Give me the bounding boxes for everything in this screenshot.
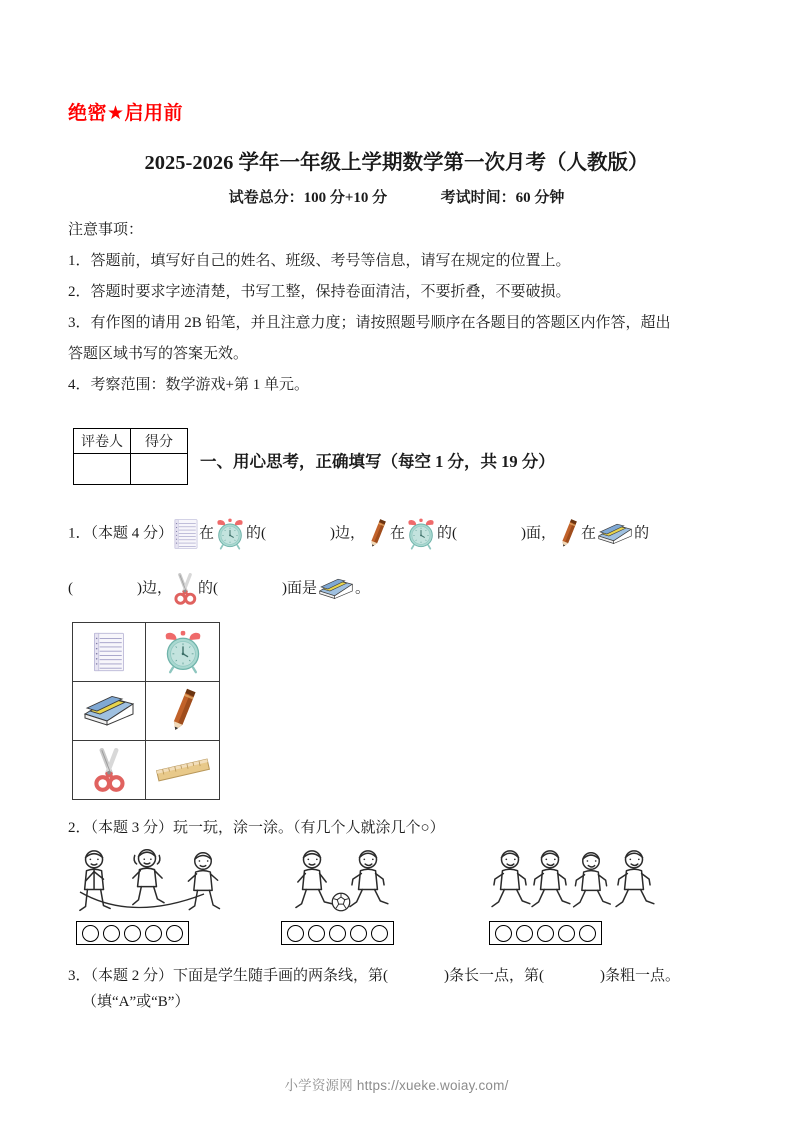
question-3-line-1 — [68, 963, 680, 989]
circle[interactable] — [495, 925, 512, 942]
grading-table — [73, 428, 188, 485]
circle[interactable] — [329, 925, 346, 942]
notice-item-2: 2．答题时要求字迹清楚，书写工整，保持卷面清洁，不要折叠，不要破损。 — [68, 284, 571, 300]
table-row — [73, 741, 220, 800]
q3-t3: )条粗一点。 — [600, 968, 680, 984]
q1-t9: ( — [68, 580, 73, 597]
scissors-icon — [73, 741, 145, 799]
secret-label: 绝密★启用前 — [68, 103, 184, 124]
circle[interactable] — [371, 925, 388, 942]
q1-t8: 的 — [634, 525, 650, 542]
circle[interactable] — [287, 925, 304, 942]
grid-cell-pencil — [146, 682, 220, 741]
circle[interactable] — [579, 925, 596, 942]
section-heading: 一、用心思考，正确填写（每空 1 分，共 19 分） — [200, 452, 555, 471]
notebook-icon — [73, 623, 145, 681]
activity-group-soccer — [283, 848, 423, 916]
q1-t13: 。 — [355, 580, 371, 597]
question-3-line-2: （填“A”或“B”） — [82, 994, 190, 1010]
alarm-clock-icon — [405, 518, 437, 550]
q1-t12: )面是 — [282, 580, 317, 597]
q1-number: 1．（本题 4 分） — [68, 525, 174, 542]
circle-box-3[interactable] — [489, 921, 602, 945]
circle[interactable] — [537, 925, 554, 942]
notice-heading: 注意事项： — [68, 222, 144, 238]
alarm-clock-icon — [214, 518, 246, 550]
question-2-text: 2．（本题 3 分）玩一玩，涂一涂。（有几个人就涂几个○） — [68, 820, 445, 836]
notebook-icon — [173, 518, 199, 550]
ruler-icon — [146, 741, 219, 799]
q1-t4: 在 — [390, 525, 406, 542]
notice-item-3-cont: 答题区域书写的答案无效。 — [68, 346, 249, 362]
pencil-icon — [146, 682, 219, 740]
grid-cell-notebook — [73, 623, 146, 682]
score-header: 得分 — [131, 429, 188, 454]
activity-group-running — [487, 848, 677, 916]
notice-item-4: 4．考察范围：数学游戏+第 1 单元。 — [68, 377, 309, 393]
q1-t5: 的( — [437, 525, 458, 542]
grader-value[interactable] — [74, 454, 131, 485]
circle[interactable] — [308, 925, 325, 942]
items-grid — [72, 622, 220, 800]
pencil-icon — [556, 518, 581, 550]
eraser-icon — [73, 682, 145, 740]
notice-block — [68, 215, 728, 401]
circle-box-1[interactable] — [76, 921, 189, 945]
table-row — [74, 454, 188, 485]
table-row — [73, 623, 220, 682]
q1-t7: 在 — [581, 525, 597, 542]
q1-t6: )面， — [521, 525, 557, 542]
total-score: 试卷总分：100 分+10 分 — [228, 190, 388, 206]
alarm-clock-icon — [146, 623, 219, 681]
circle[interactable] — [558, 925, 575, 942]
exam-meta — [0, 186, 793, 207]
circle[interactable] — [82, 925, 99, 942]
table-row — [73, 682, 220, 741]
q3-t1: 3．（本题 2 分）下面是学生随手画的两条线，第( — [68, 968, 388, 984]
grid-cell-ruler — [146, 741, 220, 800]
table-row-header — [74, 429, 188, 454]
q3-t2: )条长一点，第( — [444, 968, 544, 984]
notice-item-3: 3．有作图的请用 2B 铅笔，并且注意力度；请按照题号顺序在各题目的答题区内作答，超出 — [68, 315, 671, 331]
grid-cell-scissors — [73, 741, 146, 800]
eraser-icon — [596, 522, 634, 546]
scissors-icon — [172, 573, 198, 605]
question-1-line-1 — [68, 518, 649, 550]
circle[interactable] — [124, 925, 141, 942]
q1-t2: 的( — [246, 525, 267, 542]
grid-cell-clock — [146, 623, 220, 682]
grader-header: 评卷人 — [74, 429, 131, 454]
q1-t11: 的( — [198, 580, 218, 597]
q1-t1: 在 — [199, 525, 215, 542]
grid-cell-eraser — [73, 682, 146, 741]
exam-time: 考试时间：60 分钟 — [440, 190, 565, 206]
footer-watermark: 小学资源网 https://xueke.woiay.com/ — [284, 1078, 509, 1093]
q1-t3: )边， — [330, 525, 366, 542]
circle-box-2[interactable] — [281, 921, 394, 945]
score-value[interactable] — [131, 454, 188, 485]
notice-item-1: 1．答题前，填写好自己的姓名、班级、考号等信息，请写在规定的位置上。 — [68, 253, 571, 269]
circle[interactable] — [145, 925, 162, 942]
page-title: 2025-2026 学年一年级上学期数学第一次月考（人教版） — [144, 152, 649, 174]
question-1-line-2 — [68, 573, 370, 605]
eraser-icon — [317, 577, 355, 601]
q1-t10: )边， — [137, 580, 172, 597]
circle[interactable] — [516, 925, 533, 942]
pencil-icon — [365, 518, 390, 550]
circle[interactable] — [166, 925, 183, 942]
circle[interactable] — [103, 925, 120, 942]
circle[interactable] — [350, 925, 367, 942]
activity-group-jump-rope — [72, 848, 272, 916]
